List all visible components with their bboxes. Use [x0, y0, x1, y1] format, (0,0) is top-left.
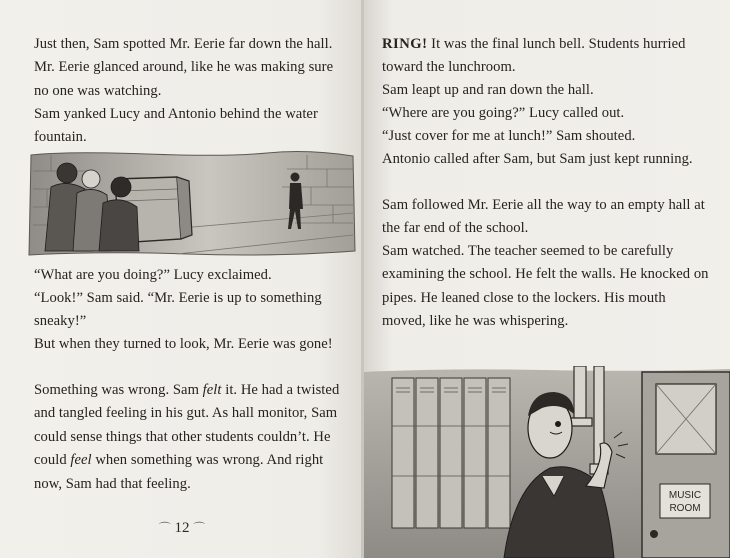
left-paragraph-2: Sam yanked Lucy and Antonio behind the water fountain. — [34, 106, 318, 146]
page-number: ⌒ 12 ⌒ — [158, 520, 206, 536]
right-paragraph-6: Sam followed Mr. Eerie all the way to an empty hall at the far end of the school. — [382, 197, 705, 237]
hallway-hiding-illustration — [27, 151, 357, 258]
right-paragraph-1: RING! It was the final lunch bell. Students hurried toward the lunchroom. — [382, 36, 686, 76]
right-paragraph-4: “Just cover for me at lunch!” Sam shouted. — [382, 128, 636, 144]
left-paragraph-4: “Look!” Sam said. “Mr. Eerie is up to something sneaky!” — [34, 290, 322, 330]
left-paragraph-1: Just then, Sam spotted Mr. Eerie far down the hall. Mr. Eerie glanced around, like he was making sure no one was watching. — [34, 36, 334, 99]
left-page — [0, 0, 362, 558]
right-page — [364, 0, 730, 558]
door-sign-line-2: ROOM — [669, 503, 701, 514]
right-paragraph-2: Sam leapt up and ran down the hall. — [382, 82, 594, 98]
mr-eerie-lockers-illustration — [364, 366, 730, 558]
right-paragraph-3: “Where are you going?” Lucy called out. — [382, 105, 625, 121]
left-paragraph-5: But when they turned to look, Mr. Eerie was gone! — [34, 336, 333, 352]
right-paragraph-5: Antonio called after Sam, but Sam just kept running. — [382, 151, 693, 167]
left-paragraph-6: Something was wrong. Sam felt it. He had a twisted and tangled feeling in his gut. As hall monitor, Sam could sense things that other students couldn’t. He could feel when something was wrong. And right now, Sam had that feeling. — [34, 382, 340, 492]
left-paragraph-3: “What are you doing?” Lucy exclaimed. — [34, 267, 272, 283]
right-paragraph-7: Sam watched. The teacher seemed to be carefully examining the school. He felt the walls. He knocked on pipes. He leaned close to the lockers. His mouth moved, like he was whispering. — [382, 243, 709, 330]
door-sign-line-1: MUSIC — [668, 490, 702, 501]
